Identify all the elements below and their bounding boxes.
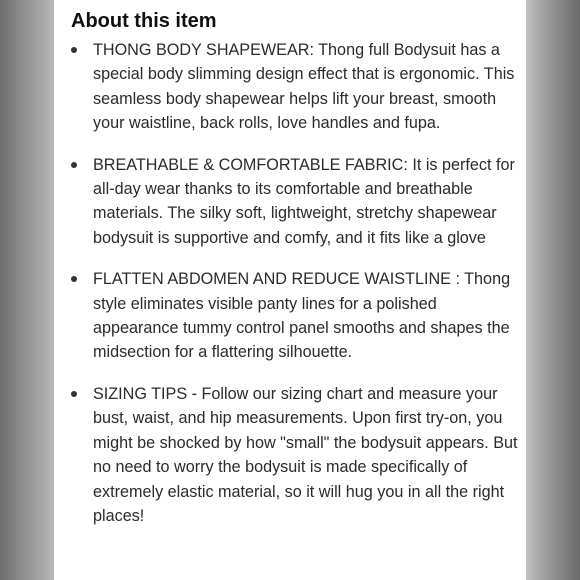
list-item [54,267,526,365]
bullet-dot-icon [71,276,77,282]
list-item [54,38,526,136]
list-item-text: THONG BODY SHAPEWEAR: Thong full Bodysuit has a special body slimming design effect that is ergonomic. This seamless body shapewear helps lift your breast, smooth your waistline, back rolls, love handles and fupa. [93,41,515,133]
left-backdrop [0,0,54,580]
about-item-card [54,0,526,580]
section-title: About this item [71,10,217,32]
right-backdrop [526,0,580,580]
list-item-text: FLATTEN ABDOMEN AND REDUCE WAISTLINE : Thong style eliminates visible panty lines for a polished appearance tummy control panel smooths and shapes the midsection for a flattering silhouette. [93,270,511,362]
bullet-dot-icon [71,391,77,397]
bullet-dot-icon [71,162,77,168]
list-item [54,153,526,251]
list-item [54,382,526,528]
feature-bullet-list [54,38,526,545]
list-item-text: BREATHABLE & COMFORTABLE FABRIC: It is perfect for all-day wear thanks to its comfortable and breathable materials. The silky soft, lightweight, stretchy shapewear bodysuit is supportive and comfy, and it fits like a glove [93,155,515,247]
list-item-text: SIZING TIPS - Follow our sizing chart and measure your bust, waist, and hip measurements. Upon first try-on, you might be shocked by how "small" the bodysuit appears. But no need to worry the bodysuit is made specifically of extremely elastic material, so it will hug you in all the right places! [93,384,518,525]
bullet-dot-icon [71,47,77,53]
